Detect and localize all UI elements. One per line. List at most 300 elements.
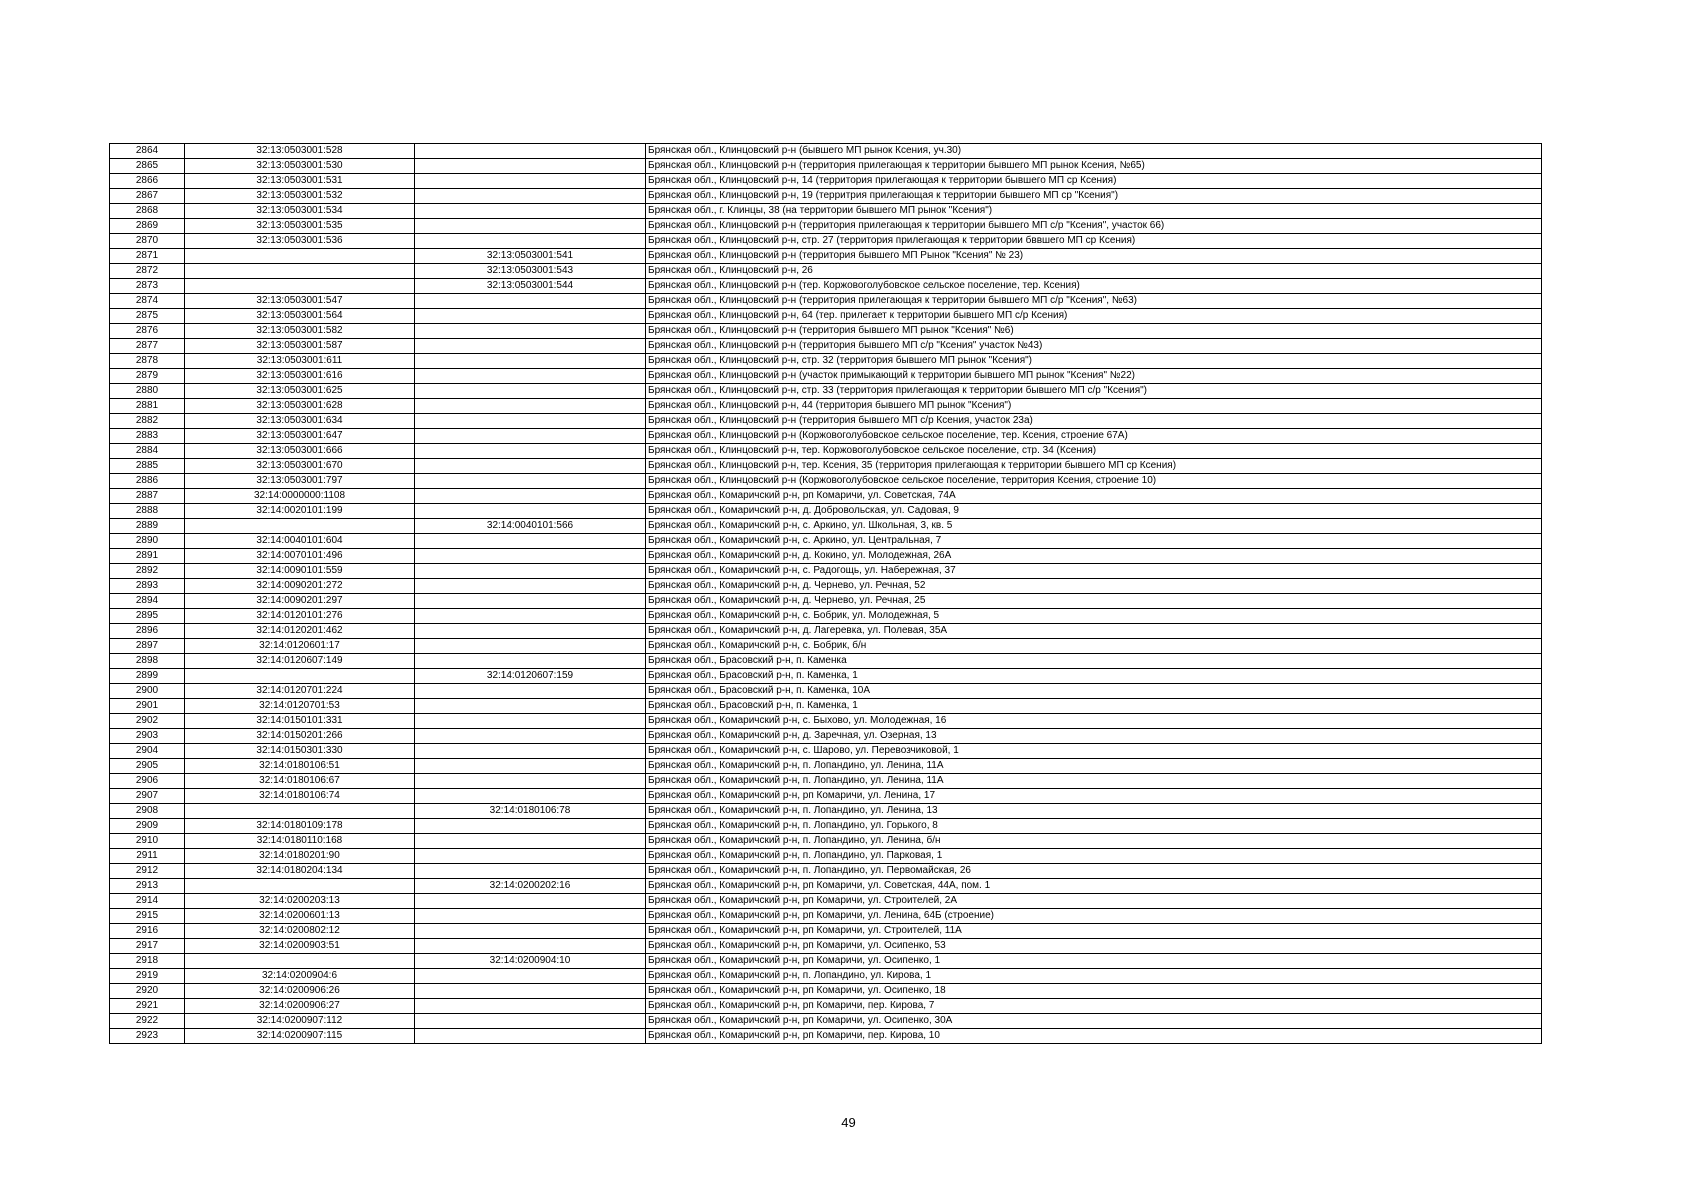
address-cell: Брянская обл., Комаричский р-н, с. Аркино, ул. Школьная, 3, кв. 5 (646, 519, 1542, 534)
table-row (110, 414, 1542, 429)
row-number-cell: 2903 (110, 729, 185, 744)
row-number-cell: 2907 (110, 789, 185, 804)
table-row (110, 639, 1542, 654)
address-cell: Брянская обл., Комаричский р-н, с. Бобрик, ул. Молодежная, 5 (646, 609, 1542, 624)
cadastral-number-cell (185, 249, 415, 264)
row-number-cell: 2911 (110, 849, 185, 864)
cadastral-number-alt-cell (415, 219, 646, 234)
cadastral-number-cell: 32:14:0090201:297 (185, 594, 415, 609)
address-cell: Брянская обл., Клинцовский р-н (тер. Коржовоголубовское сельское поселение, тер. Ксения) (646, 279, 1542, 294)
row-number-cell: 2893 (110, 579, 185, 594)
cadastral-number-alt-cell (415, 744, 646, 759)
row-number-cell: 2874 (110, 294, 185, 309)
cadastral-number-alt-cell (415, 969, 646, 984)
table-row (110, 879, 1542, 894)
cadastral-number-cell: 32:14:0200904:6 (185, 969, 415, 984)
address-cell: Брянская обл., Комаричский р-н, с. Быхово, ул. Молодежная, 16 (646, 714, 1542, 729)
address-cell: Брянская обл., Комаричский р-н, д. Лагеревка, ул. Полевая, 35А (646, 624, 1542, 639)
cadastral-number-cell (185, 954, 415, 969)
row-number-cell: 2906 (110, 774, 185, 789)
cadastral-number-alt-cell (415, 234, 646, 249)
cadastral-number-alt-cell (415, 399, 646, 414)
cadastral-number-alt-cell (415, 1029, 646, 1044)
cadastral-number-cell: 32:13:0503001:616 (185, 369, 415, 384)
cadastral-number-alt-cell (415, 549, 646, 564)
row-number-cell: 2894 (110, 594, 185, 609)
address-cell: Брянская обл., Клинцовский р-н (территория прилегающая к территории бывшего МП рынок Ксения, №65) (646, 159, 1542, 174)
cadastral-number-alt-cell (415, 819, 646, 834)
table-row (110, 234, 1542, 249)
table-row (110, 1029, 1542, 1044)
row-number-cell: 2870 (110, 234, 185, 249)
cadastral-number-cell: 32:14:0200203:13 (185, 894, 415, 909)
cadastral-number-alt-cell (415, 369, 646, 384)
table-row (110, 249, 1542, 264)
table-row (110, 804, 1542, 819)
table-row (110, 549, 1542, 564)
cadastral-number-alt-cell (415, 984, 646, 999)
table-row (110, 714, 1542, 729)
row-number-cell: 2917 (110, 939, 185, 954)
table-row (110, 474, 1542, 489)
cadastral-number-alt-cell (415, 789, 646, 804)
cadastral-number-cell: 32:14:0180109:178 (185, 819, 415, 834)
cadastral-number-alt-cell (415, 729, 646, 744)
table-row (110, 699, 1542, 714)
address-cell: Брянская обл., Клинцовский р-н, тер. Ксения, 35 (территория прилегающая к территории бывшего МП ср Ксения) (646, 459, 1542, 474)
row-number-cell: 2873 (110, 279, 185, 294)
table-row (110, 969, 1542, 984)
row-number-cell: 2895 (110, 609, 185, 624)
cadastral-number-alt-cell (415, 189, 646, 204)
address-cell: Брянская обл., Комаричский р-н, рп Комаричи, пер. Кирова, 7 (646, 999, 1542, 1014)
table-row (110, 459, 1542, 474)
cadastral-number-cell: 32:14:0040101:604 (185, 534, 415, 549)
address-cell: Брянская обл., Комаричский р-н, рп Комаричи, ул. Осипенко, 18 (646, 984, 1542, 999)
cadastral-number-cell: 32:14:0180110:168 (185, 834, 415, 849)
cadastral-number-cell: 32:14:0180106:51 (185, 759, 415, 774)
row-number-cell: 2915 (110, 909, 185, 924)
row-number-cell: 2890 (110, 534, 185, 549)
row-number-cell: 2866 (110, 174, 185, 189)
address-cell: Брянская обл., Комаричский р-н, рп Комаричи, ул. Строителей, 2А (646, 894, 1542, 909)
cadastral-number-alt-cell: 32:14:0120607:159 (415, 669, 646, 684)
address-cell: Брянская обл., Комаричский р-н, п. Лопандино, ул. Парковая, 1 (646, 849, 1542, 864)
table-row (110, 534, 1542, 549)
address-cell: Брянская обл., Комаричский р-н, п. Лопандино, ул. Ленина, 11А (646, 759, 1542, 774)
cadastral-number-cell: 32:14:0120701:224 (185, 684, 415, 699)
cadastral-number-alt-cell (415, 939, 646, 954)
row-number-cell: 2923 (110, 1029, 185, 1044)
address-cell: Брянская обл., Комаричский р-н, п. Лопандино, ул. Ленина, 11А (646, 774, 1542, 789)
cadastral-number-cell: 32:14:0120701:53 (185, 699, 415, 714)
cadastral-number-alt-cell (415, 999, 646, 1014)
cadastral-number-alt-cell (415, 204, 646, 219)
table-row (110, 834, 1542, 849)
table-row (110, 384, 1542, 399)
cadastral-number-alt-cell (415, 624, 646, 639)
cadastral-number-alt-cell (415, 159, 646, 174)
table-row (110, 504, 1542, 519)
cadastral-number-cell: 32:13:0503001:670 (185, 459, 415, 474)
cadastral-number-cell: 32:13:0503001:531 (185, 174, 415, 189)
cadastral-number-cell: 32:14:0200906:27 (185, 999, 415, 1014)
address-cell: Брянская обл., Клинцовский р-н (участок примыкающий к территории бывшего МП рынок "Ксения" №22) (646, 369, 1542, 384)
cadastral-number-cell: 32:13:0503001:611 (185, 354, 415, 369)
cadastral-number-cell: 32:14:0150301:330 (185, 744, 415, 759)
row-number-cell: 2869 (110, 219, 185, 234)
cadastral-number-cell: 32:14:0200903:51 (185, 939, 415, 954)
cadastral-number-alt-cell (415, 354, 646, 369)
table-row (110, 999, 1542, 1014)
cadastral-number-alt-cell: 32:14:0040101:566 (415, 519, 646, 534)
cadastral-number-cell: 32:13:0503001:797 (185, 474, 415, 489)
cadastral-number-alt-cell (415, 909, 646, 924)
address-cell: Брянская обл., Клинцовский р-н (Коржовоголубовское сельское поселение, тер. Ксения, строение 67А) (646, 429, 1542, 444)
row-number-cell: 2877 (110, 339, 185, 354)
cadastral-number-alt-cell (415, 654, 646, 669)
cadastral-number-alt-cell (415, 294, 646, 309)
cadastral-number-cell: 32:13:0503001:534 (185, 204, 415, 219)
table-row (110, 924, 1542, 939)
row-number-cell: 2921 (110, 999, 185, 1014)
row-number-cell: 2880 (110, 384, 185, 399)
address-cell: Брянская обл., Клинцовский р-н (бывшего МП рынок Ксения, уч.30) (646, 144, 1542, 159)
table-row (110, 729, 1542, 744)
row-number-cell: 2909 (110, 819, 185, 834)
table-row (110, 1014, 1542, 1029)
row-number-cell: 2868 (110, 204, 185, 219)
cadastral-number-alt-cell: 32:14:0200904:10 (415, 954, 646, 969)
table-row (110, 444, 1542, 459)
registry-table-container (109, 143, 1541, 1044)
address-cell: Брянская обл., Клинцовский р-н (территория прилегающая к территории бывшего МП с/р "Ксения", участок 66) (646, 219, 1542, 234)
cadastral-number-cell: 32:14:0180106:74 (185, 789, 415, 804)
table-row (110, 564, 1542, 579)
cadastral-number-cell: 32:14:0200906:26 (185, 984, 415, 999)
table-row (110, 684, 1542, 699)
row-number-cell: 2913 (110, 879, 185, 894)
row-number-cell: 2898 (110, 654, 185, 669)
registry-table-body (110, 144, 1542, 1044)
address-cell: Брянская обл., Клинцовский р-н (территория прилегающая к территории бывшего МП с/р "Ксения", №63) (646, 294, 1542, 309)
table-row (110, 954, 1542, 969)
cadastral-number-cell: 32:14:0180201:90 (185, 849, 415, 864)
table-row (110, 789, 1542, 804)
cadastral-number-cell: 32:13:0503001:547 (185, 294, 415, 309)
table-row (110, 669, 1542, 684)
row-number-cell: 2896 (110, 624, 185, 639)
table-row (110, 354, 1542, 369)
row-number-cell: 2876 (110, 324, 185, 339)
address-cell: Брянская обл., Комаричский р-н, д. Чернево, ул. Речная, 52 (646, 579, 1542, 594)
row-number-cell: 2872 (110, 264, 185, 279)
row-number-cell: 2879 (110, 369, 185, 384)
row-number-cell: 2905 (110, 759, 185, 774)
cadastral-number-cell: 32:13:0503001:528 (185, 144, 415, 159)
row-number-cell: 2899 (110, 669, 185, 684)
registry-table (109, 143, 1542, 1044)
cadastral-number-cell: 32:13:0503001:582 (185, 324, 415, 339)
row-number-cell: 2914 (110, 894, 185, 909)
address-cell: Брянская обл., Комаричский р-н, с. Аркино, ул. Центральная, 7 (646, 534, 1542, 549)
cadastral-number-alt-cell: 32:13:0503001:544 (415, 279, 646, 294)
row-number-cell: 2922 (110, 1014, 185, 1029)
cadastral-number-alt-cell: 32:14:0200202:16 (415, 879, 646, 894)
table-row (110, 909, 1542, 924)
address-cell: Брянская обл., Клинцовский р-н, 14 (территория прилегающая к территории бывшего МП ср Ксения) (646, 174, 1542, 189)
row-number-cell: 2897 (110, 639, 185, 654)
table-row (110, 849, 1542, 864)
cadastral-number-alt-cell: 32:14:0180106:78 (415, 804, 646, 819)
cadastral-number-cell: 32:13:0503001:587 (185, 339, 415, 354)
cadastral-number-cell: 32:14:0120201:462 (185, 624, 415, 639)
cadastral-number-alt-cell (415, 924, 646, 939)
cadastral-number-cell: 32:14:0150201:266 (185, 729, 415, 744)
table-row (110, 309, 1542, 324)
cadastral-number-cell (185, 264, 415, 279)
row-number-cell: 2878 (110, 354, 185, 369)
address-cell: Брянская обл., Брасовский р-н, п. Каменка, 1 (646, 699, 1542, 714)
row-number-cell: 2891 (110, 549, 185, 564)
address-cell: Брянская обл., Комаричский р-н, рп Комаричи, ул. Советская, 74А (646, 489, 1542, 504)
cadastral-number-alt-cell (415, 714, 646, 729)
cadastral-number-alt-cell (415, 564, 646, 579)
cadastral-number-alt-cell (415, 339, 646, 354)
table-row (110, 489, 1542, 504)
cadastral-number-cell: 32:13:0503001:647 (185, 429, 415, 444)
address-cell: Брянская обл., Комаричский р-н, д. Заречная, ул. Озерная, 13 (646, 729, 1542, 744)
address-cell: Брянская обл., Комаричский р-н, п. Лопандино, ул. Горького, 8 (646, 819, 1542, 834)
cadastral-number-cell (185, 879, 415, 894)
table-row (110, 744, 1542, 759)
row-number-cell: 2875 (110, 309, 185, 324)
row-number-cell: 2908 (110, 804, 185, 819)
cadastral-number-alt-cell (415, 324, 646, 339)
address-cell: Брянская обл., Комаричский р-н, рп Комаричи, ул. Осипенко, 53 (646, 939, 1542, 954)
cadastral-number-cell: 32:13:0503001:536 (185, 234, 415, 249)
table-row (110, 609, 1542, 624)
address-cell: Брянская обл., Комаричский р-н, рп Комаричи, ул. Осипенко, 1 (646, 954, 1542, 969)
cadastral-number-cell: 32:14:0120607:149 (185, 654, 415, 669)
row-number-cell: 2865 (110, 159, 185, 174)
row-number-cell: 2912 (110, 864, 185, 879)
table-row (110, 294, 1542, 309)
cadastral-number-alt-cell (415, 774, 646, 789)
address-cell: Брянская обл., Клинцовский р-н (территория бывшего МП с/р "Ксения" участок №43) (646, 339, 1542, 354)
address-cell: Брянская обл., Комаричский р-н, п. Лопандино, ул. Ленина, б/н (646, 834, 1542, 849)
cadastral-number-alt-cell (415, 144, 646, 159)
cadastral-number-alt-cell (415, 609, 646, 624)
cadastral-number-alt-cell (415, 1014, 646, 1029)
address-cell: Брянская обл., Клинцовский р-н, тер. Коржовоголубовское сельское поселение, стр. 34 (Ксения) (646, 444, 1542, 459)
row-number-cell: 2867 (110, 189, 185, 204)
address-cell: Брянская обл., Клинцовский р-н, 44 (территория бывшего МП рынок "Ксения") (646, 399, 1542, 414)
row-number-cell: 2916 (110, 924, 185, 939)
cadastral-number-alt-cell (415, 759, 646, 774)
address-cell: Брянская обл., Комаричский р-н, п. Лопандино, ул. Ленина, 13 (646, 804, 1542, 819)
address-cell: Брянская обл., Клинцовский р-н, стр. 33 (территория прилегающая к территории бывшего МП с/р "Ксения") (646, 384, 1542, 399)
cadastral-number-cell: 32:13:0503001:564 (185, 309, 415, 324)
table-row (110, 339, 1542, 354)
cadastral-number-alt-cell (415, 699, 646, 714)
address-cell: Брянская обл., Брасовский р-н, п. Каменка, 1 (646, 669, 1542, 684)
table-row (110, 264, 1542, 279)
row-number-cell: 2864 (110, 144, 185, 159)
table-row (110, 759, 1542, 774)
address-cell: Брянская обл., Клинцовский р-н (территория бывшего МП с/р Ксения, участок 23а) (646, 414, 1542, 429)
table-row (110, 819, 1542, 834)
cadastral-number-cell: 32:14:0090201:272 (185, 579, 415, 594)
page-number: 49 (841, 1115, 856, 1130)
cadastral-number-cell: 32:14:0200907:115 (185, 1029, 415, 1044)
address-cell: Брянская обл., Брасовский р-н, п. Каменка (646, 654, 1542, 669)
row-number-cell: 2901 (110, 699, 185, 714)
row-number-cell: 2892 (110, 564, 185, 579)
cadastral-number-alt-cell: 32:13:0503001:543 (415, 264, 646, 279)
table-row (110, 324, 1542, 339)
cadastral-number-cell (185, 519, 415, 534)
cadastral-number-cell (185, 804, 415, 819)
table-row (110, 519, 1542, 534)
cadastral-number-alt-cell (415, 429, 646, 444)
cadastral-number-alt-cell (415, 864, 646, 879)
cadastral-number-cell: 32:14:0180204:134 (185, 864, 415, 879)
cadastral-number-alt-cell: 32:13:0503001:541 (415, 249, 646, 264)
address-cell: Брянская обл., Брасовский р-н, п. Каменка, 10А (646, 684, 1542, 699)
address-cell: Брянская обл., Клинцовский р-н, 64 (тер. прилегает к территории бывшего МП с/р Ксения) (646, 309, 1542, 324)
cadastral-number-cell: 32:14:0120601:17 (185, 639, 415, 654)
cadastral-number-alt-cell (415, 414, 646, 429)
row-number-cell: 2918 (110, 954, 185, 969)
cadastral-number-cell: 32:13:0503001:530 (185, 159, 415, 174)
cadastral-number-cell: 32:13:0503001:634 (185, 414, 415, 429)
table-row (110, 654, 1542, 669)
address-cell: Брянская обл., Комаричский р-н, рп Комаричи, пер. Кирова, 10 (646, 1029, 1542, 1044)
row-number-cell: 2920 (110, 984, 185, 999)
address-cell: Брянская обл., Комаричский р-н, с. Бобрик, б/н (646, 639, 1542, 654)
table-row (110, 984, 1542, 999)
table-row (110, 624, 1542, 639)
address-cell: Брянская обл., Комаричский р-н, рп Комаричи, ул. Советская, 44А, пом. 1 (646, 879, 1542, 894)
table-row (110, 399, 1542, 414)
table-row (110, 219, 1542, 234)
address-cell: Брянская обл., Клинцовский р-н, 19 (территрия прилегающая к территории бывшего МП ср "Ксения") (646, 189, 1542, 204)
table-row (110, 894, 1542, 909)
table-row (110, 774, 1542, 789)
cadastral-number-alt-cell (415, 684, 646, 699)
row-number-cell: 2919 (110, 969, 185, 984)
table-row (110, 279, 1542, 294)
address-cell: Брянская обл., Комаричский р-н, п. Лопандино, ул. Кирова, 1 (646, 969, 1542, 984)
address-cell: Брянская обл., Комаричский р-н, рп Комаричи, ул. Ленина, 64Б (строение) (646, 909, 1542, 924)
address-cell: Брянская обл., Комаричский р-н, д. Чернево, ул. Речная, 25 (646, 594, 1542, 609)
cadastral-number-alt-cell (415, 834, 646, 849)
cadastral-number-alt-cell (415, 534, 646, 549)
cadastral-number-cell: 32:13:0503001:625 (185, 384, 415, 399)
address-cell: Брянская обл., Комаричский р-н, рп Комаричи, ул. Осипенко, 30А (646, 1014, 1542, 1029)
address-cell: Брянская обл., Комаричский р-н, рп Комаричи, ул. Ленина, 17 (646, 789, 1542, 804)
cadastral-number-alt-cell (415, 384, 646, 399)
table-row (110, 174, 1542, 189)
address-cell: Брянская обл., Комаричский р-н, с. Шарово, ул. Перевозчиковой, 1 (646, 744, 1542, 759)
row-number-cell: 2883 (110, 429, 185, 444)
cadastral-number-alt-cell (415, 174, 646, 189)
cadastral-number-cell (185, 279, 415, 294)
cadastral-number-cell: 32:14:0120101:276 (185, 609, 415, 624)
row-number-cell: 2871 (110, 249, 185, 264)
table-row (110, 144, 1542, 159)
address-cell: Брянская обл., Клинцовский р-н, стр. 32 (территория бывшего МП рынок "Ксения") (646, 354, 1542, 369)
table-row (110, 159, 1542, 174)
address-cell: Брянская обл., Комаричский р-н, д. Кокино, ул. Молодежная, 26А (646, 549, 1542, 564)
cadastral-number-cell: 32:13:0503001:532 (185, 189, 415, 204)
table-row (110, 369, 1542, 384)
row-number-cell: 2885 (110, 459, 185, 474)
row-number-cell: 2888 (110, 504, 185, 519)
cadastral-number-alt-cell (415, 594, 646, 609)
row-number-cell: 2882 (110, 414, 185, 429)
cadastral-number-alt-cell (415, 894, 646, 909)
address-cell: Брянская обл., Клинцовский р-н (территория бывшего МП Рынок "Ксения" № 23) (646, 249, 1542, 264)
cadastral-number-alt-cell (415, 444, 646, 459)
cadastral-number-alt-cell (415, 504, 646, 519)
row-number-cell: 2910 (110, 834, 185, 849)
table-row (110, 939, 1542, 954)
table-row (110, 204, 1542, 219)
row-number-cell: 2886 (110, 474, 185, 489)
cadastral-number-alt-cell (415, 309, 646, 324)
address-cell: Брянская обл., Комаричский р-н, рп Комаричи, ул. Строителей, 11А (646, 924, 1542, 939)
address-cell: Брянская обл., Комаричский р-н, с. Радогощь, ул. Набережная, 37 (646, 564, 1542, 579)
cadastral-number-alt-cell (415, 489, 646, 504)
cadastral-number-cell: 32:14:0150101:331 (185, 714, 415, 729)
cadastral-number-cell: 32:14:0200907:112 (185, 1014, 415, 1029)
row-number-cell: 2900 (110, 684, 185, 699)
cadastral-number-alt-cell (415, 474, 646, 489)
cadastral-number-cell: 32:14:0200601:13 (185, 909, 415, 924)
row-number-cell: 2889 (110, 519, 185, 534)
cadastral-number-alt-cell (415, 459, 646, 474)
cadastral-number-cell: 32:14:0070101:496 (185, 549, 415, 564)
cadastral-number-cell: 32:14:0200802:12 (185, 924, 415, 939)
address-cell: Брянская обл., Комаричский р-н, д. Добровольская, ул. Садовая, 9 (646, 504, 1542, 519)
cadastral-number-cell: 32:13:0503001:666 (185, 444, 415, 459)
cadastral-number-cell (185, 669, 415, 684)
address-cell: Брянская обл., Клинцовский р-н (территория бывшего МП рынок "Ксения" №6) (646, 324, 1542, 339)
table-row (110, 594, 1542, 609)
row-number-cell: 2902 (110, 714, 185, 729)
table-row (110, 864, 1542, 879)
cadastral-number-cell: 32:14:0090101:559 (185, 564, 415, 579)
cadastral-number-cell: 32:13:0503001:535 (185, 219, 415, 234)
row-number-cell: 2884 (110, 444, 185, 459)
cadastral-number-alt-cell (415, 639, 646, 654)
address-cell: Брянская обл., Клинцовский р-н, 26 (646, 264, 1542, 279)
address-cell: Брянская обл., г. Клинцы, 38 (на территории бывшего МП рынок "Ксения") (646, 204, 1542, 219)
address-cell: Брянская обл., Клинцовский р-н (Коржовоголубовское сельское поселение, территория Ксения, строение 10) (646, 474, 1542, 489)
address-cell: Брянская обл., Клинцовский р-н, стр. 27 (территория прилегающая к территории бввшего МП ср Ксения) (646, 234, 1542, 249)
row-number-cell: 2881 (110, 399, 185, 414)
cadastral-number-cell: 32:14:0180106:67 (185, 774, 415, 789)
row-number-cell: 2887 (110, 489, 185, 504)
row-number-cell: 2904 (110, 744, 185, 759)
cadastral-number-alt-cell (415, 579, 646, 594)
cadastral-number-cell: 32:13:0503001:628 (185, 399, 415, 414)
table-row (110, 579, 1542, 594)
cadastral-number-cell: 32:14:0020101:199 (185, 504, 415, 519)
cadastral-number-cell: 32:14:0000000:1108 (185, 489, 415, 504)
